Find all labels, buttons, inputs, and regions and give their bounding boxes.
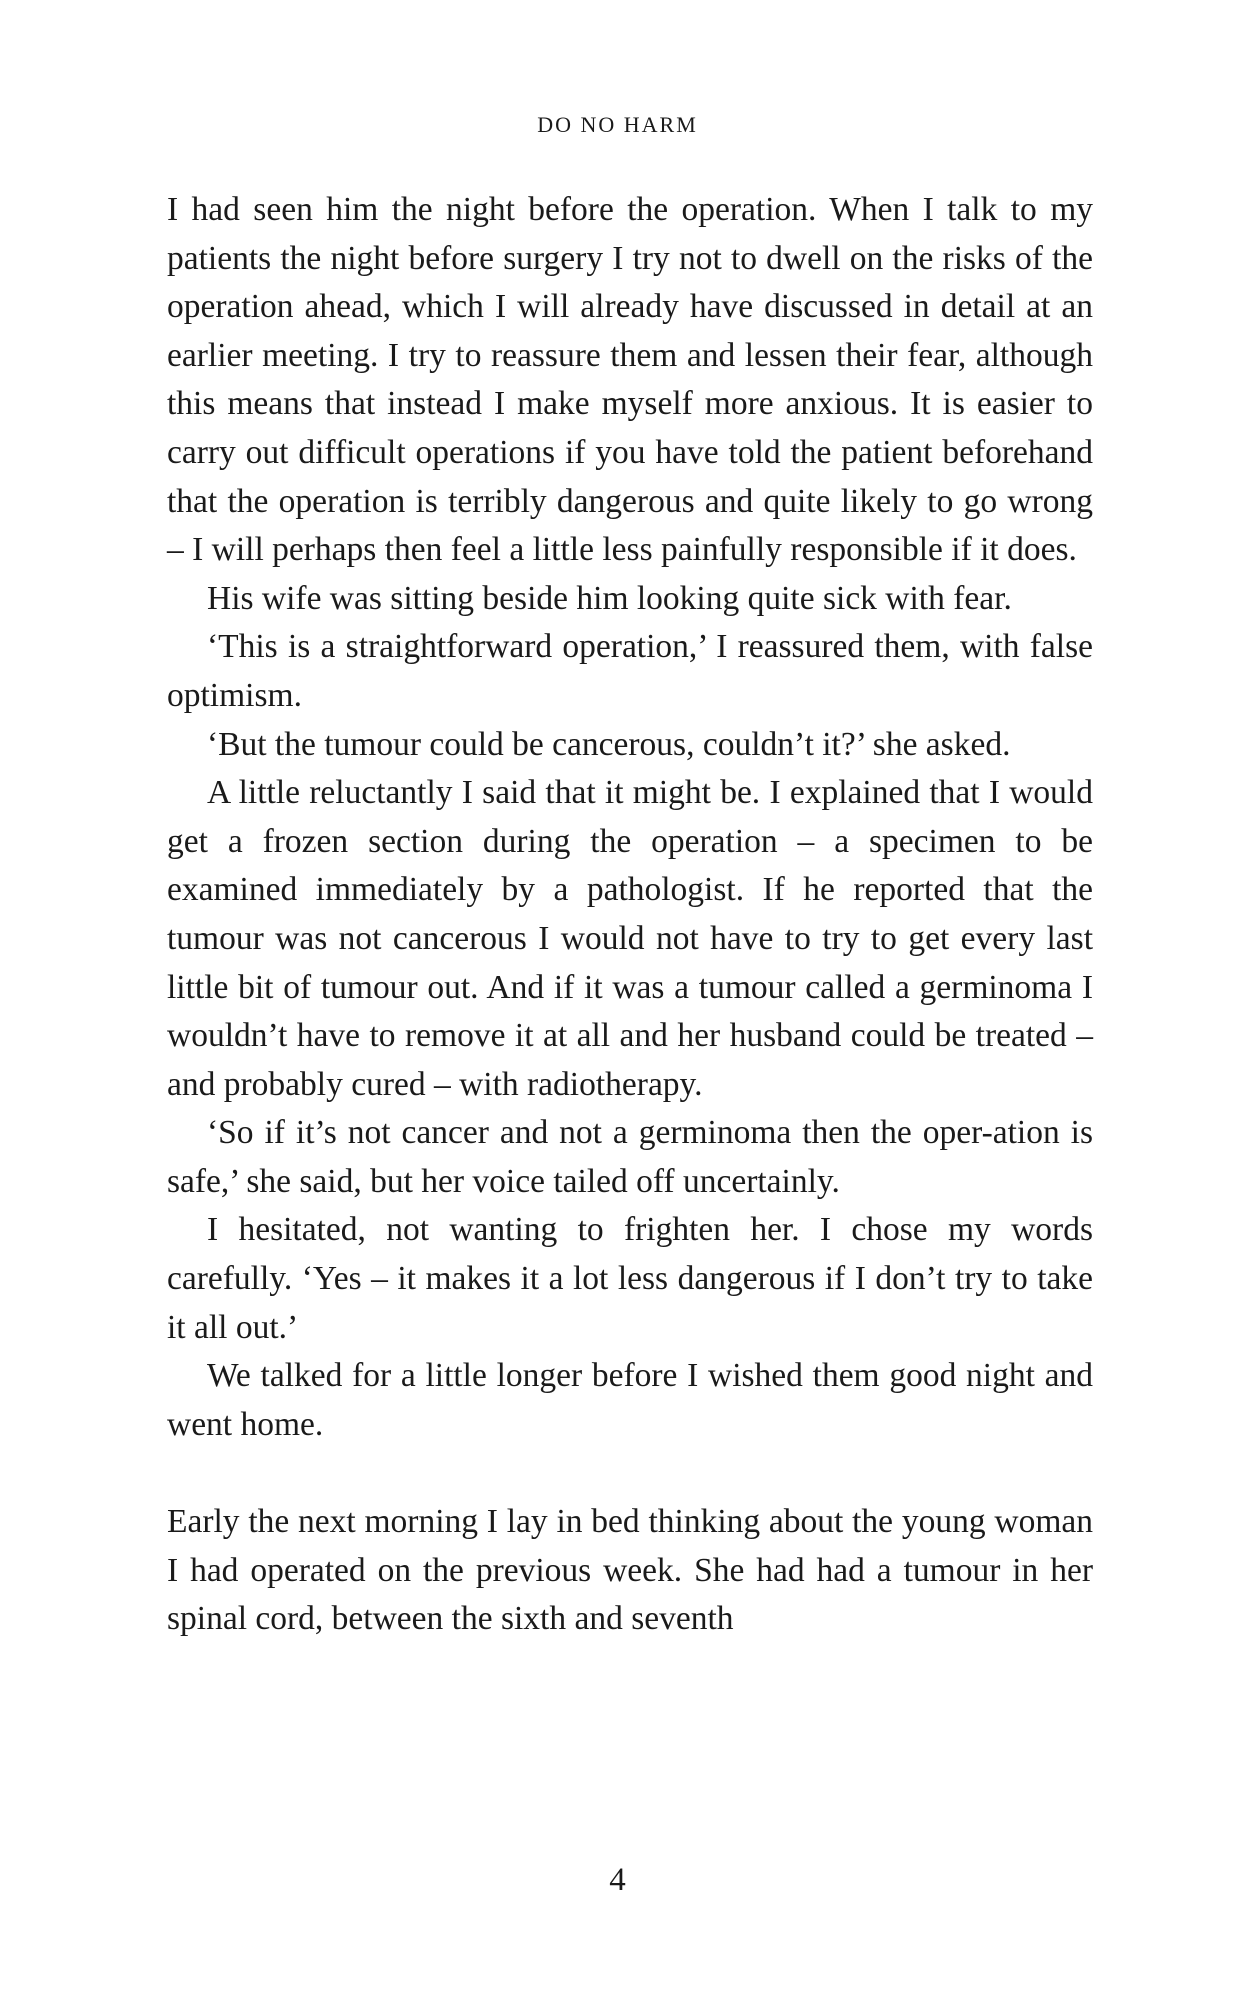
body-text: [167, 186, 1093, 1644]
paragraph: I had seen him the night before the operation. When I talk to my patients the night before surgery I try not to dwell on the risks of the operation ahead, which I will already have discussed in detail at an earlier meeting. I try to reassure them and lessen their fear, although this means that instead I make myself more anxious. It is easier to carry out difficult operations if you have told the patient beforehand that the operation is terribly dangerous and quite likely to go wrong – I will perhaps then feel a little less painfully responsible if it does.: [167, 191, 1093, 569]
paragraph: We talked for a little longer before I wished them good night and went home.: [167, 1357, 1093, 1443]
paragraph: I hesitated, not wanting to frighten her. I chose my words carefully. ‘Yes – it makes it a lot less dangerous if I don’t try to take it all out.’: [167, 1211, 1093, 1346]
paragraph: ‘But the tumour could be cancerous, couldn’t it?’ she asked.: [207, 725, 1011, 763]
section-break: [167, 1449, 1093, 1498]
running-head: DO NO HARM: [537, 112, 698, 137]
paragraph: His wife was sitting beside him looking quite sick with fear.: [207, 579, 1012, 617]
section-opening-paragraph: Early the next morning I lay in bed thinking about the young woman I had operated on the previous week. She had had a tumour in her spinal cord, between the sixth and seventh: [167, 1503, 1093, 1638]
paragraph: ‘So if it’s not cancer and not a germinoma then the oper-ation is safe,’ she said, but her voice tailed off uncertainly.: [167, 1114, 1093, 1200]
paragraph: A little reluctantly I said that it might be. I explained that I would get a frozen section during the operation – a specimen to be examined immediately by a pathologist. If he reported that the tumour was not cancerous I would not have to try to get every last little bit of tumour out. And if it was a tumour called a germinoma I wouldn’t have to remove it at all and her husband could be treated – and probably cured – with radiotherapy.: [167, 774, 1093, 1103]
paragraph: ‘This is a straightforward operation,’ I reassured them, with false optimism.: [167, 628, 1093, 714]
page-number: 4: [609, 1862, 626, 1898]
